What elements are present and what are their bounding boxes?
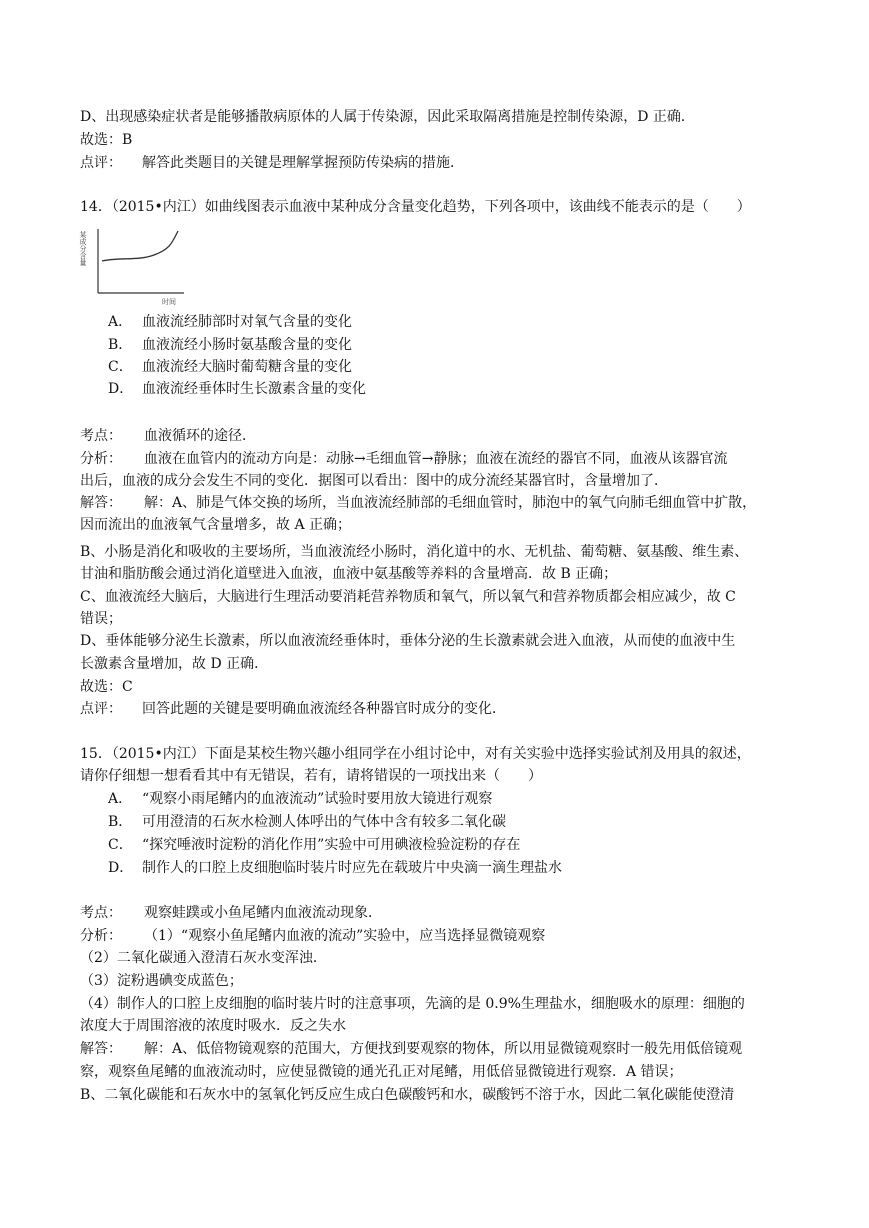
point-text: 观察蛙蹼或小鱼尾鳍内血液流动现象． [144, 905, 382, 921]
option-letter: A． [108, 314, 133, 330]
comment-text: 解答此类题目的关键是理解掌握预防传染病的措施． [142, 155, 464, 171]
analysis-label: 分析： [80, 451, 122, 467]
option-text: “探究唾液时淀粉的消化作用”实验中可用碘液检验淀粉的存在 [142, 837, 521, 853]
q15-solution-1 [80, 1040, 742, 1058]
q14-curve-graph [80, 225, 190, 307]
q14-point [80, 427, 256, 445]
q14-solution-2: 因而流出的血液氧气含量增多，故 A 正确； [80, 517, 352, 533]
q14-option-a [108, 313, 352, 331]
q14-solution-7: D、垂体能够分泌生长激素，所以血液流经垂体时，垂体分泌的生长激素就会进入血液，从而使的血液中生 [80, 633, 736, 649]
q15-stem-1: 15．（2015•内江）下面是某校生物兴趣小组同学在小组讨论中，对有关实验中选择实验试剂及用具的叙述， [80, 746, 751, 762]
q15-analysis-3: （3）淀粉遇碘变成蓝色； [80, 973, 243, 989]
q15-option-a [108, 790, 492, 808]
option-letter: D． [108, 381, 134, 397]
solution-text: 解：A、低倍物镜观察的范围大，方便找到要观察的物体，所以用显微镜观察时一般先用低倍镜观 [144, 1041, 743, 1057]
option-letter: B． [108, 814, 133, 830]
comment-label: 点评： [80, 701, 122, 717]
comment-text: 回答此题的关键是要明确血液流经各种器官时成分的变化． [142, 701, 506, 717]
q14-stem: 14．（2015•内江）如曲线图表示血液中某种成分含量变化趋势，下列各项中，该曲线不能表示的是（ ） [80, 199, 751, 215]
option-letter: C． [108, 837, 133, 853]
q14-solution-4: 甘油和脂肪酸会通过消化道壁进入血液，血液中氨基酸等养料的含量增高．故 B 正确； [80, 566, 618, 582]
q14-comment [80, 700, 506, 718]
analysis-text: （1）“观察小鱼尾鳍内血液的流动”实验中，应当选择显微镜观察 [144, 928, 546, 944]
point-text: 血液循环的途径． [144, 428, 256, 444]
comment-label: 点评： [80, 155, 122, 171]
solution-text: 解：A、肺是气体交换的场所，当血液流经肺部的毛细血管时，肺泡中的氧气向肺毛细血管中扩散， [144, 495, 757, 511]
q15-stem-2: 请你仔细想一想看看其中有无错误，若有，请将错误的一项找出来（ ） [80, 768, 542, 784]
graph-curve [102, 231, 178, 261]
option-text: 可用澄清的石灰水检测人体呼出的气体中含有较多二氧化碳 [142, 814, 506, 830]
prev-solution-d: D、出现感染症状者是能够播散病原体的人属于传染源，因此采取隔离措施是控制传染源，D 正确． [80, 109, 695, 125]
q14-solution-6: 错误； [80, 611, 122, 627]
point-label: 考点： [80, 905, 122, 921]
q14-analysis-1 [80, 450, 727, 468]
q15-analysis-4: （4）制作人的口腔上皮细胞的临时装片时的注意事项，先滴的是 0.9%生理盐水，细胞吸水的原理：细胞的 [80, 996, 745, 1012]
prev-comment [80, 154, 464, 172]
q15-option-d [108, 859, 562, 877]
q15-option-b [108, 813, 506, 831]
q15-solution-2: 察，观察鱼尾鳍的血液流动时，应使显微镜的通光孔正对尾鳍，用低倍显微镜进行观察．A 错误； [80, 1064, 683, 1080]
q14-solution-8: 长激素含量增加，故 D 正确． [80, 656, 269, 672]
option-letter: C． [108, 359, 133, 375]
solution-label: 解答： [80, 495, 122, 511]
option-text: 制作人的口腔上皮细胞临时装片时应先在载玻片中央滴一滴生理盐水 [142, 860, 562, 876]
point-label: 考点： [80, 428, 122, 444]
option-text: 血液流经小肠时氨基酸含量的变化 [142, 337, 352, 353]
q15-analysis-1 [80, 927, 545, 945]
q15-analysis-5: 浓度大于周围溶液的浓度时吸水．反之失水 [80, 1018, 346, 1034]
option-text: 血液流经大脑时葡萄糖含量的变化 [142, 359, 352, 375]
option-text: “观察小雨尾鳍内的血液流动”试验时要用放大镜进行观察 [142, 791, 493, 807]
q14-analysis-2: 出后，血液的成分会发生不同的变化．据图可以看出：图中的成分流经某器官时，含量增加了． [80, 473, 668, 489]
q15-point [80, 904, 382, 922]
option-text: 血液流经垂体时生长激素含量的变化 [142, 381, 366, 397]
q15-analysis-2: （2）二氧化碳通入澄清石灰水变浑浊． [80, 950, 327, 966]
q14-answer: 故选：C [80, 679, 133, 695]
option-letter: A． [108, 791, 133, 807]
q14-solution-1 [80, 494, 756, 512]
q14-option-b [108, 336, 352, 354]
q14-option-c [108, 358, 352, 376]
analysis-label: 分析： [80, 928, 122, 944]
prev-answer: 故选：B [80, 132, 133, 148]
option-text: 血液流经肺部时对氧气含量的变化 [142, 314, 352, 330]
q14-solution-5: C、血液流经大脑后，大脑进行生理活动要消耗营养物质和氧气，所以氧气和营养物质都会相应减少，故 C [80, 589, 736, 605]
graph-y-label: 某成分含量 [79, 231, 87, 266]
option-letter: D． [108, 860, 134, 876]
q15-option-c [108, 836, 520, 854]
solution-label: 解答： [80, 1041, 122, 1057]
graph-x-label: 时间 [162, 298, 176, 306]
q15-solution-3: B、二氧化碳能和石灰水中的氢氧化钙反应生成白色碳酸钙和水，碳酸钙不溶于水，因此二氧化碳能使澄清 [80, 1087, 735, 1103]
q14-option-d [108, 380, 366, 398]
analysis-text: 血液在血管内的流动方向是：动脉→毛细血管→静脉；血液在流经的器官不同，血液从该器官流 [144, 451, 728, 467]
option-letter: B． [108, 337, 133, 353]
q14-solution-3: B、小肠是消化和吸收的主要场所，当血液流经小肠时，消化道中的水、无机盐、葡萄糖、氨基酸、维生素、 [80, 544, 749, 560]
